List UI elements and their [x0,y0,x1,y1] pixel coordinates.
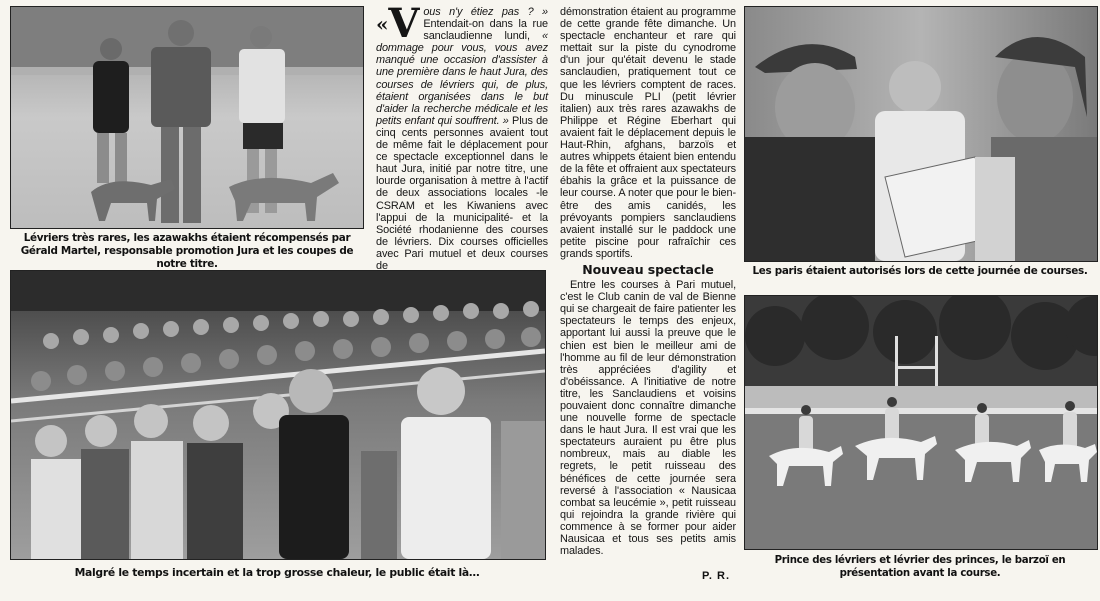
article-signature: P. R. [702,570,731,582]
article-intro-quote: ous n'y étiez pas ? » [423,6,548,18]
caption-paris: Les paris étaient autorisés lors de cette journée de courses. [752,265,1088,277]
photo-crowd-stands [10,270,546,560]
caption-public: Malgré le temps incertain et la trop grosse chaleur, le public était là… [74,566,480,579]
article-body-1: Plus de cinq cents personnes avaient tout de même fait le déplacement pour ce spectacle exceptionnel dans le haut Jura, initié par notre titre, une lourde organisation à mettre à l'actif de deux associations locales -le CSRAM et les Kiwaniens avec l'appui de la municipalité- et la Société rhodanienne des courses de lévriers. Dix courses officielles avec Pari mutuel et deux courses de [376,114,548,272]
caption-barzoi: Prince des lévriers et lévrier des princes, le barzoï en présentation avant la course. [774,555,1066,579]
article-column-1 [376,0,548,272]
article-intro-text: Entendait-on dans la rue sanclaudienne lundi, [423,18,548,43]
photo-betting-spectators [744,6,1098,262]
article-intro-quote-2: « dommage pour vous, vous avez manqué une occasion d'assister à une première dans le haut Jura, des courses de lévriers qui, de plus, étaient organisées dans le but d'aider la recherche médicale et les petits enfant qui souffrent. » [376,30,548,127]
article-dropcap-open-quote: «V [376,0,420,47]
article-subhead: Nouveau spectacle [582,261,714,277]
caption-azawakhs: Lévriers très rares, les azawakhs étaient récompensés par Gérald Martel, responsable promotion Jura et les coupes de notre titre. [20,232,354,270]
photo-borzoi-presentation [744,295,1098,550]
photo-azawakhs-award [10,6,364,229]
article-body-2: démonstration étaient au programme de cette grande fête dimanche. Un spectacle enchanteur et rare qui mettait sur la piste du cynodrome d'un jour qu'était devenu le stade sanclaudien, pratiquement tout ce que les lévriers comptent de races. Du minuscule PLI (petit lévrier italien) aux très rares azawakhs de Philippe et Régine Eberhart qui avaient fait le déplacement depuis le Haut-Rhin, afghans, barzoïs et autres whippets étaient bien entendu de la fête et offraient aux spectateurs ébahis la grâce et la puissance de leur course. A noter que pour le bien-être des amis canidés, les prévoyants pompiers sanclaudiens avaient installé sur le paddock une petite piscine pour rafraîchir ces grands sportifs. [560,6,736,260]
article-column-2 [560,6,736,572]
article-body-3: Entre les courses à Pari mutuel, c'est le Club canin de val de Bienne qui se chargeait de faire patienter les spectateurs le temps des enjeux, apportant lui aussi la preuve que le chien est bien le meilleur ami de l'homme au fil de leur démonstration très appréciées d'agility et d'obéissance. A l'initiative de notre titre, les Sanclaudiens et voisins pouvaient donc connaître dimanche une nouvelle forme de spectacle dans le haut Jura. Il est vrai que les spectateurs auraient pu être plus nombreux, mais au diable les regrets, le petit ruisseau des bénéfices de cette journée sera reversé à l'association « Nausicaa combat sa leucémie », petit ruisseau qui rejoindra la grande rivière qui commence à se former pour aider Nausicaa et tous ses petits amis malades. [560,279,736,558]
